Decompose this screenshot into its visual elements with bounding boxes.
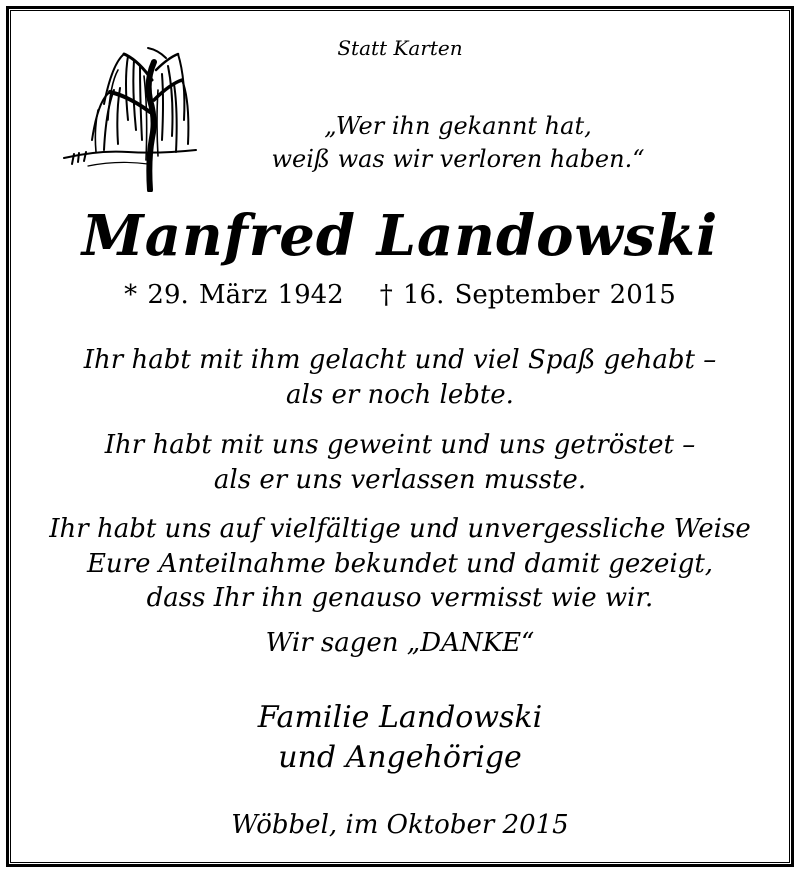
text-line: Ihr habt mit uns geweint und uns getröstet –: [104, 430, 696, 460]
preamble: Statt Karten: [337, 36, 463, 60]
life-dates: [0, 280, 800, 310]
thanks-line: Wir sagen „DANKE“: [265, 628, 535, 658]
text-line: als er uns verlassen musste.: [213, 465, 587, 495]
quote-line: weiß was wir verloren haben.“: [271, 145, 645, 173]
quote-line: „Wer ihn gekannt hat,: [324, 112, 592, 140]
text-line: dass Ihr ihn genauso vermisst wie wir.: [146, 583, 654, 613]
death-date: † 16. September 2015: [379, 280, 676, 310]
birth-date: * 29. März 1942: [124, 280, 344, 310]
text-line: Eure Anteilnahme bekundet und damit gezeigt,: [86, 549, 714, 579]
place-date: Wöbbel, im Oktober 2015: [231, 810, 569, 840]
text-line: als er noch lebte.: [286, 380, 514, 410]
text-line: Ihr habt mit ihm gelacht und viel Spaß gehabt –: [83, 345, 717, 375]
signature-line: und Angehörige: [278, 740, 522, 775]
deceased-name: Manfred Landowski: [81, 203, 719, 269]
signature-line: Familie Landowski: [257, 700, 543, 735]
text-line: Ihr habt uns auf vielfältige und unvergessliche Weise: [49, 514, 751, 544]
